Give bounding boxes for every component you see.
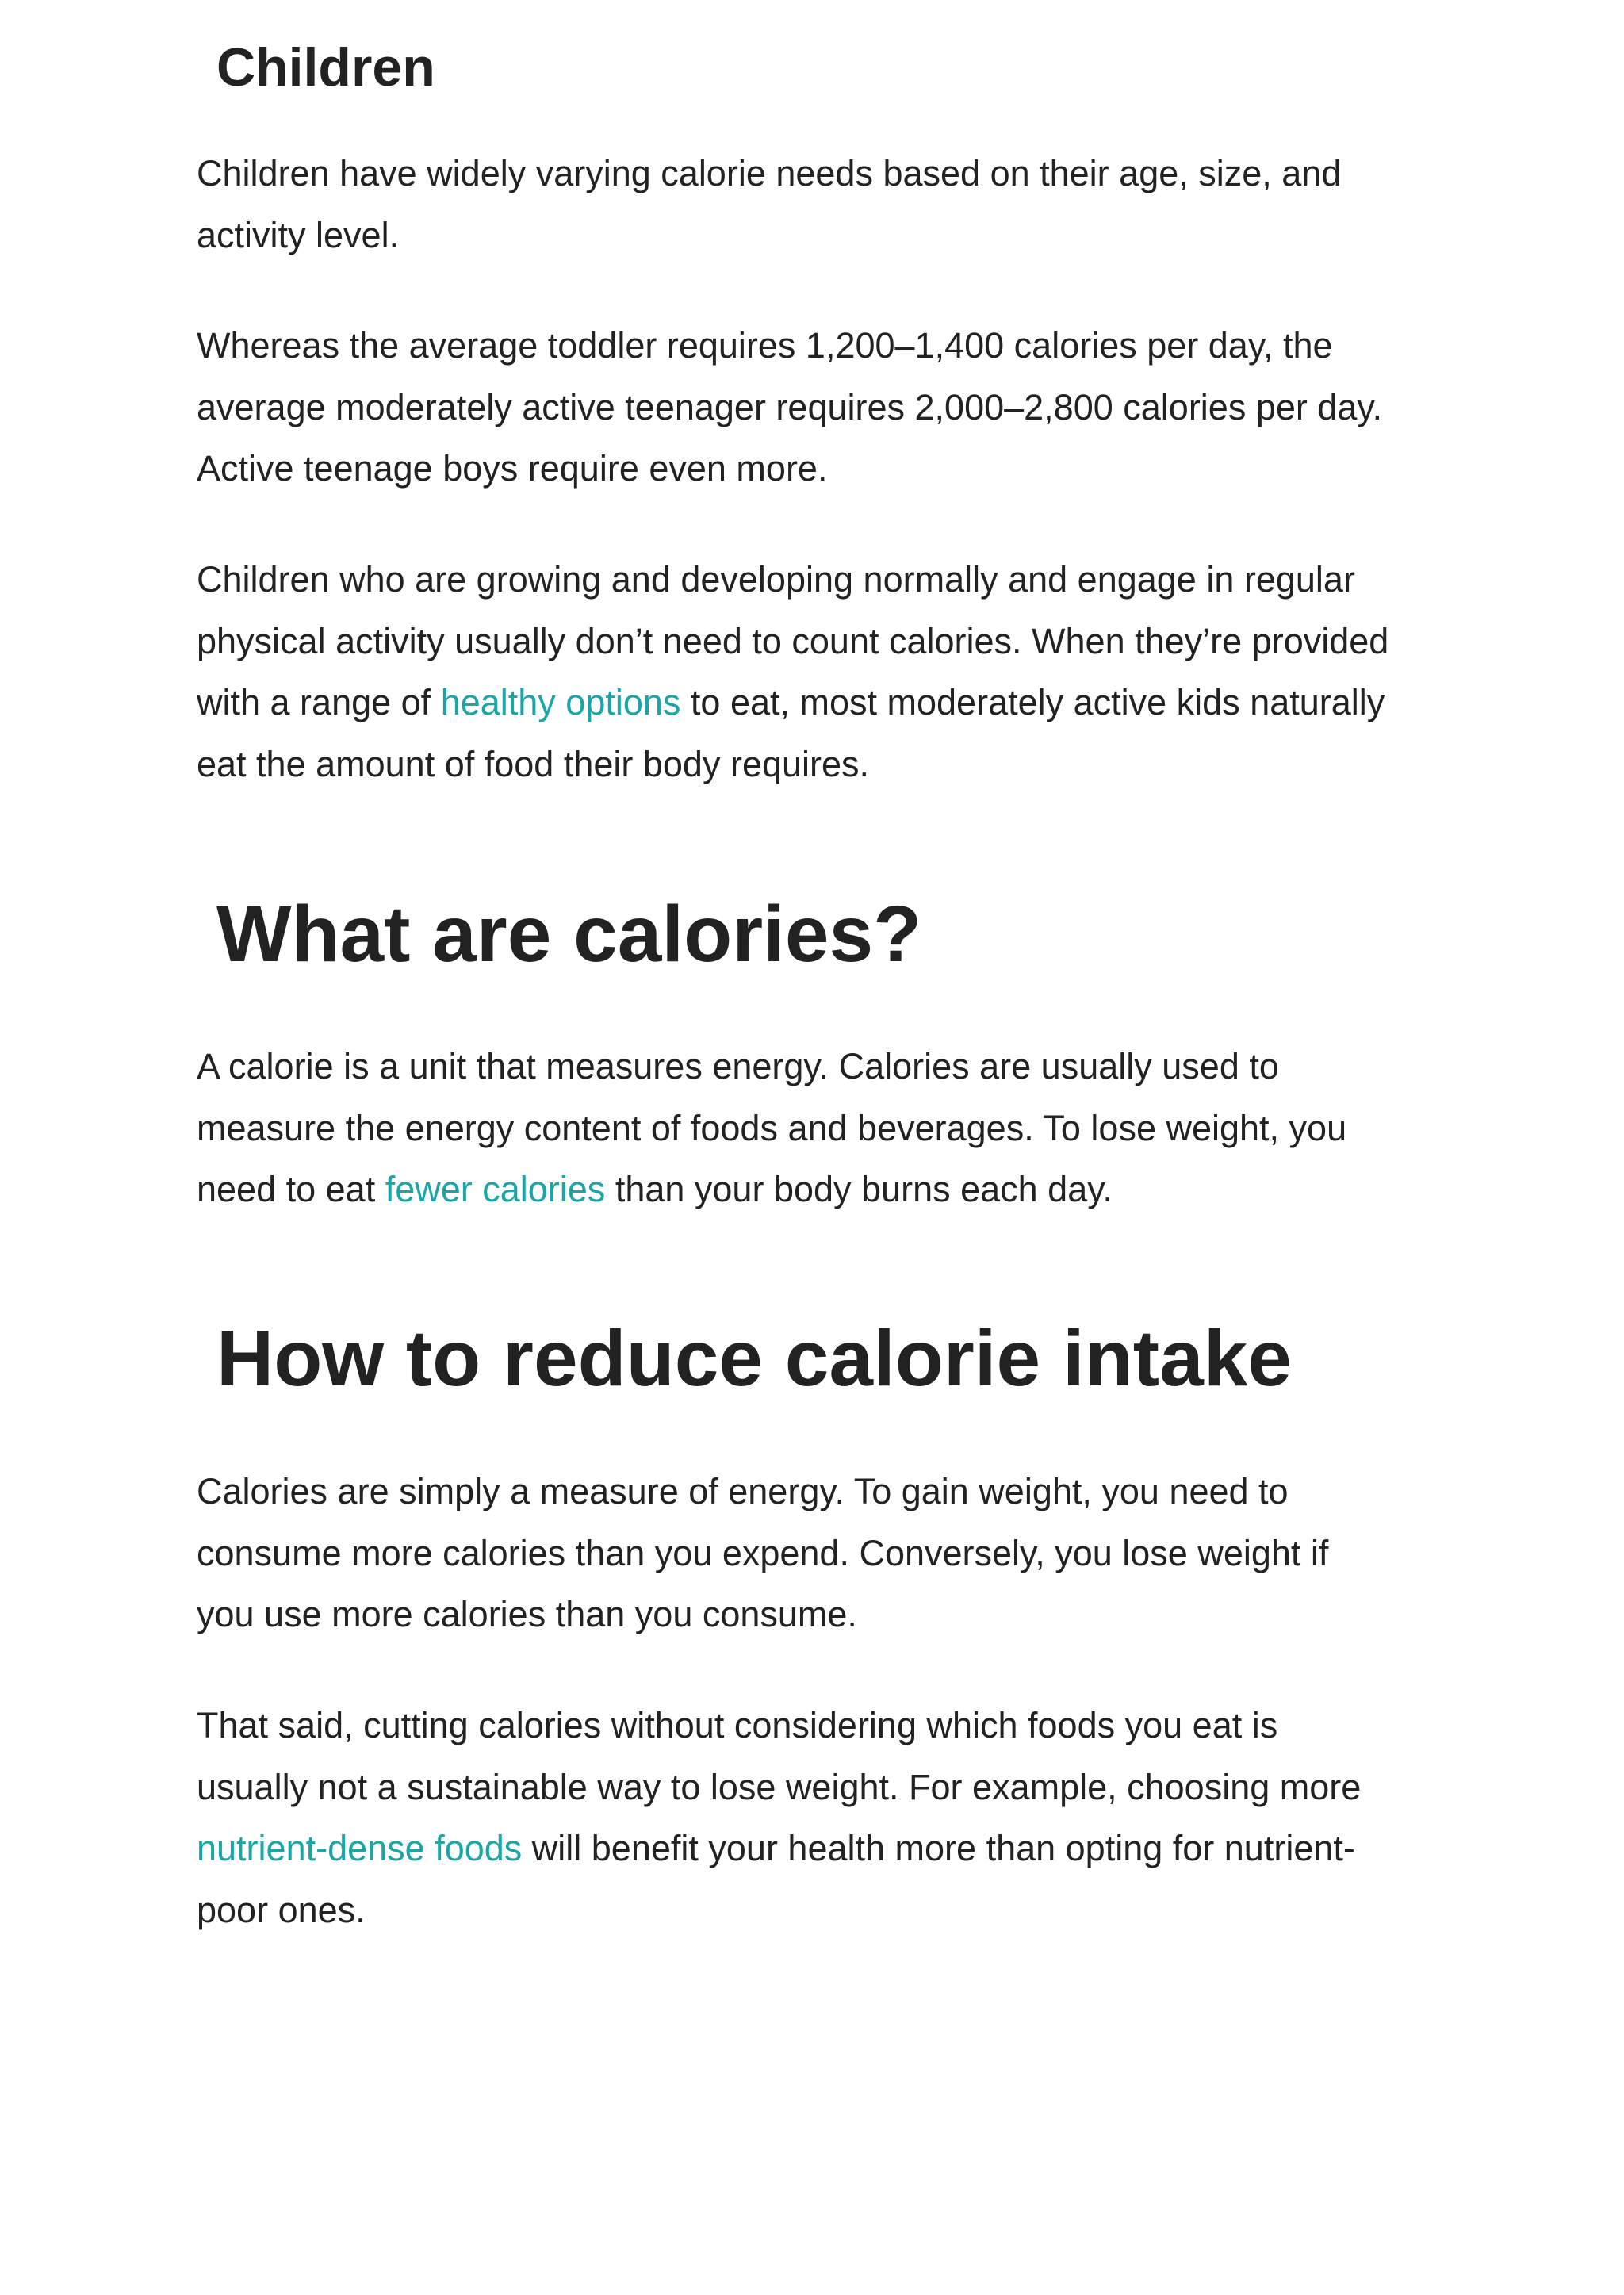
children-paragraph-1-text: Children have widely varying calorie needs based on their age, size, and activity level.	[197, 153, 1342, 255]
calories-p1-line2: measure the energy content of foods and beverages. To lose weight, you	[197, 1107, 1347, 1148]
calories-p1-line3-before: need to eat	[197, 1169, 385, 1209]
reduce-p2-line2: usually not a sustainable way to lose weight. For example, choosing more	[197, 1766, 1362, 1807]
children-p3-line2: physical activity usually don’t need to count calories. When they’re provided	[197, 620, 1389, 661]
children-p3-line4: eat the amount of food their body requires.	[197, 743, 870, 784]
reduce-p1-line3: you use more calories than you consume.	[197, 1594, 857, 1634]
reduce-intake-paragraph-2	[197, 1695, 1450, 1941]
children-paragraph-2	[197, 315, 1450, 500]
children-p2-line1: Whereas the average toddler requires 1,200–1,400 calories per day, the	[197, 325, 1333, 366]
children-p2-line3: Active teenage boys require even more.	[197, 448, 828, 489]
children-p2-line2: average moderately active teenager requires 2,000–2,800 calories per day.	[197, 386, 1383, 427]
children-p3-line3-before: with a range of	[197, 682, 441, 722]
children-paragraph-1	[197, 143, 1450, 266]
calories-p1-line3-after: than your body burns each day.	[605, 1169, 1113, 1209]
healthy-options-link[interactable]: healthy options	[440, 682, 681, 722]
reduce-p2-line1: That said, cutting calories without considering which foods you eat is	[197, 1705, 1278, 1745]
reduce-intake-paragraph-1	[197, 1461, 1450, 1646]
reduce-p2-line4: poor ones.	[197, 1889, 366, 1930]
nutrient-dense-foods-link[interactable]: nutrient-dense foods	[197, 1828, 523, 1868]
children-p3-line3-after: to eat, most moderately active kids naturally	[680, 682, 1385, 722]
fewer-calories-link[interactable]: fewer calories	[385, 1169, 606, 1209]
children-p3-line1: Children who are growing and developing normally and engage in regular	[197, 559, 1355, 600]
children-paragraph-3	[197, 549, 1450, 795]
reduce-p1-line1: Calories are simply a measure of energy. To gain weight, you need to	[197, 1471, 1289, 1511]
reduce-p1-line2: consume more calories than you expend. Conversely, you lose weight if	[197, 1532, 1329, 1573]
what-are-calories-paragraph	[197, 1036, 1450, 1220]
reduce-p2-line3-after: will benefit your health more than opting for nutrient-	[522, 1828, 1355, 1868]
section-heading-what-are-calories: What are calories?	[216, 890, 922, 979]
section-heading-reduce-calorie-intake: How to reduce calorie intake	[216, 1314, 1292, 1403]
section-heading-children: Children	[216, 37, 435, 98]
calories-p1-line1: A calorie is a unit that measures energy. Calories are usually used to	[197, 1046, 1279, 1086]
